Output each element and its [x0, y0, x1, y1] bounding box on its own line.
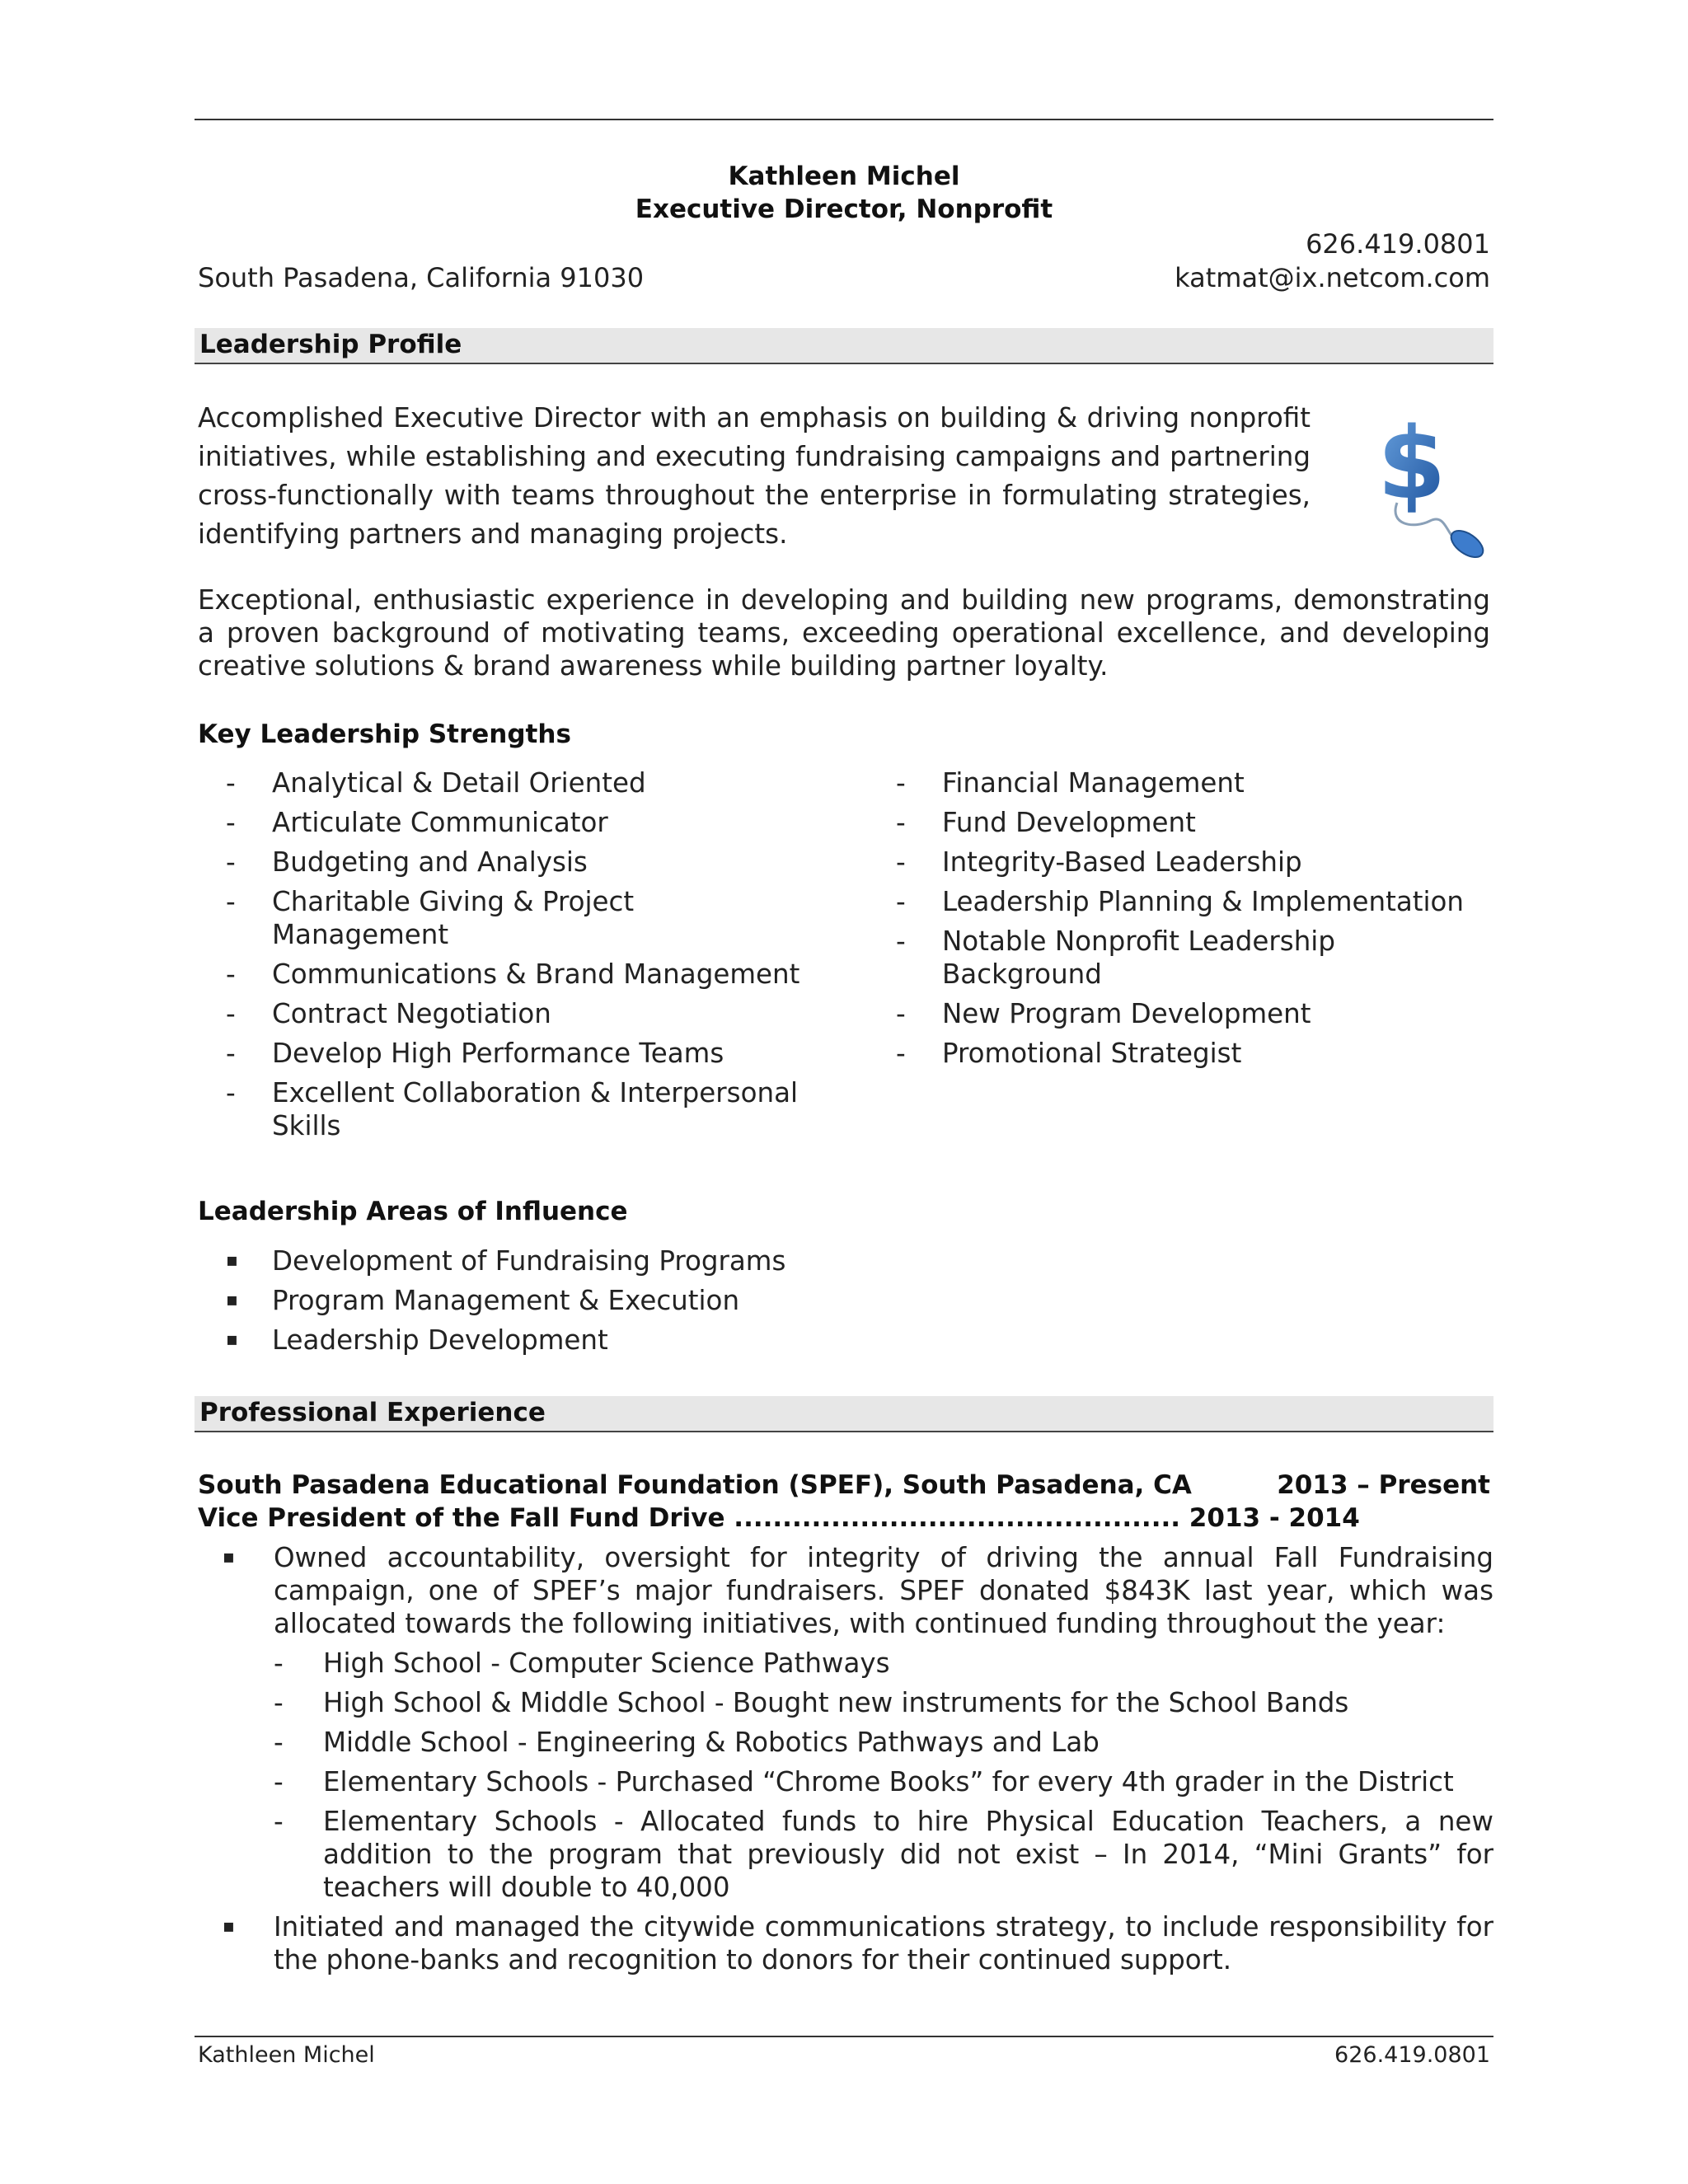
list-item: - Analytical & Detail Oriented: [226, 767, 646, 799]
location: South Pasadena, California 91030: [198, 262, 645, 293]
footer-phone: 626.419.0801: [1334, 2042, 1490, 2068]
list-item: - Financial Management: [896, 767, 1245, 799]
email-address: katmat@ix.netcom.com: [1175, 262, 1490, 293]
list-item: - Leadership Planning & Implementation: [896, 886, 1465, 917]
svg-text:$: $: [1377, 407, 1447, 522]
list-item: - Elementary Schools - Purchased “Chrome Books” for every 4th grader in the District: [274, 1766, 1454, 1797]
footer-name: Kathleen Michel: [198, 2042, 375, 2068]
list-item: - Articulate Communicator: [226, 807, 608, 838]
dollar-sign-mouse-icon: [1372, 405, 1488, 558]
strengths-list-right: [868, 766, 1494, 1076]
list-item: ▪ Program Management & Execution: [226, 1285, 740, 1316]
section-title: Leadership Profile: [199, 330, 462, 359]
employer-name: South Pasadena Educational Foundation (SPEF), South Pasadena, CA: [198, 1470, 1192, 1500]
list-item: - Middle School - Engineering & Robotics Pathways and Lab: [274, 1727, 1100, 1758]
section-title: Professional Experience: [199, 1398, 546, 1427]
profile-paragraph-1: Accomplished Executive Director with an emphasis on building & driving nonprofit initiatives, while establishing and executing fundraising campaigns and partnering cross-functionally with teams throughout the enterprise in formulating strategies, identifying partners and managing projects.: [198, 402, 1311, 550]
list-item: - New Program Development: [896, 998, 1311, 1029]
section-header-leadership-profile: [195, 328, 1493, 364]
list-item: - High School - Computer Science Pathways: [274, 1647, 890, 1679]
footer-rule: [195, 2036, 1493, 2037]
list-item: ▪ Initiated and managed the citywide communications strategy, to include responsibility for the phone-banks and recognition to donors for their continued support.: [223, 1911, 1493, 1975]
list-item: - Promotional Strategist: [896, 1038, 1242, 1069]
list-item: - Notable Nonprofit Leadership Background: [896, 926, 1335, 990]
list-item: ▪ Owned accountability, oversight for integrity of driving the annual Fall Fundraising campaign, one of SPEF’s major fundraisers. SPEF donated $843K last year, which was allocated towards the following initiatives, with continued funding throughout the year: - High School - Computer Science Pathways - High School & Middle School - Bought new instruments for the School Bands - Middle School - Engineering & Robotics Pathways and Lab - Elementary Schools - Purchased “Chrome Books” for every 4th grader in the District - Elementary Schools - Allocated funds to hire Physical Education Teachers, a new addition to the program that previously did not exist – In 2014, “Mini Grants” for teachers will double to 40,000: [223, 1542, 1493, 1903]
top-rule: [195, 119, 1493, 120]
profile-paragraph-2: Exceptional, enthusiastic experience in developing and building new programs, demonstrating a proven background of motivating teams, exceeding operational excellence, and developing creative solutions & brand awareness while building partner loyalty.: [198, 584, 1490, 682]
list-item: - Develop High Performance Teams: [226, 1038, 724, 1069]
list-item: - Budgeting and Analysis: [226, 846, 588, 878]
job-title: Vice President of the Fall Fund Drive .............................................. 2013 - 2014: [198, 1503, 1360, 1533]
list-item: - Contract Negotiation: [226, 998, 551, 1029]
list-item: ▪ Development of Fundraising Programs: [226, 1245, 786, 1277]
influence-heading: Leadership Areas of Influence: [198, 1197, 628, 1226]
experience-bullets: [195, 1541, 1493, 1983]
strengths-list-left: [198, 766, 841, 1149]
strengths-heading: Key Leadership Strengths: [198, 719, 571, 749]
section-header-professional-experience: [195, 1396, 1493, 1432]
employment-dates: 2013 – Present: [1277, 1470, 1490, 1500]
candidate-name: Kathleen Michel: [728, 162, 960, 191]
list-item: - Communications & Brand Management: [226, 958, 800, 990]
list-item: - Fund Development: [896, 807, 1196, 838]
list-item: - Integrity-Based Leadership: [896, 846, 1302, 878]
list-item: - Elementary Schools - Allocated funds to hire Physical Education Teachers, a new addition to the program that previously did not exist – In 2014, “Mini Grants” for teachers will double to 40,000: [274, 1806, 1493, 1903]
initiatives-list: [274, 1647, 1493, 1904]
list-item: - Excellent Collaboration & Interpersonal Skills: [226, 1077, 799, 1141]
list-item: - High School & Middle School - Bought new instruments for the School Bands: [274, 1687, 1349, 1718]
list-item: ▪ Leadership Development: [226, 1324, 608, 1356]
phone-number: 626.419.0801: [1306, 228, 1490, 260]
influence-list: [198, 1244, 940, 1363]
candidate-title: Executive Director, Nonprofit: [635, 194, 1053, 224]
list-item: - Charitable Giving & Project Management: [226, 886, 635, 950]
